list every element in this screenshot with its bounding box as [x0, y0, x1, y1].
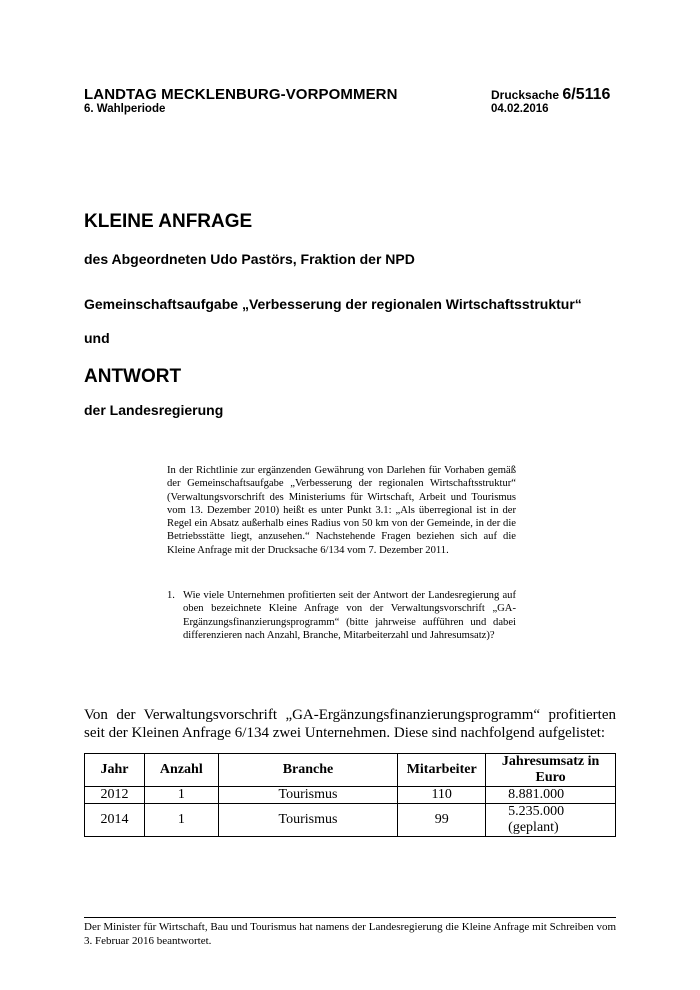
question-item-number: 1.	[167, 590, 175, 601]
title-subject: Gemeinschaftsaufgabe „Verbesserung der regionalen Wirtschaftsstruktur“	[84, 296, 582, 312]
title-landesregierung: der Landesregierung	[84, 402, 224, 418]
table-row	[85, 787, 616, 804]
parliament-name: LANDTAG MECKLENBURG-VORPOMMERN	[84, 86, 398, 103]
header-branche: Branche	[218, 754, 397, 787]
table-header-row	[85, 754, 616, 787]
cell-jahr: 2014	[85, 804, 145, 837]
header-jahr: Jahr	[85, 754, 145, 787]
title-abgeordneter: des Abgeordneten Udo Pastörs, Fraktion der NPD	[84, 251, 415, 267]
document-date: 04.02.2016	[491, 103, 549, 115]
cell-branche: Tourismus	[218, 787, 397, 804]
cell-jahresumsatz: 8.881.000	[486, 787, 616, 804]
question-item	[167, 589, 516, 642]
title-kleine-anfrage: KLEINE ANFRAGE	[84, 211, 253, 232]
question-intro: In der Richtlinie zur ergänzenden Gewährung von Darlehen für Vorhaben gemäß der Gemeinschaftsaufgabe „Verbesserung der regionalen Wirtschaftsstruktur“ (Verwaltungsvorschrift des Ministeriums für Wirtschaft, Arbeit und Tourismus vom 13. Dezember 2010) heißt es unter Punkt 3.1: „Als überregional ist in der Regel ein Absatz außerhalb eines Radius von 50 km von der Gemeinde, in der die Betriebsstätte liegt, anzusehen.“ Nachstehende Fragen beziehen sich auf die Kleine Anfrage mit der Drucksache 6/134 vom 7. Dezember 2011.	[167, 465, 516, 556]
beneficiaries-table	[84, 753, 616, 837]
cell-branche: Tourismus	[218, 804, 397, 837]
header-jahresumsatz: Jahresumsatz in Euro	[486, 754, 616, 787]
cell-mitarbeiter: 110	[398, 787, 486, 804]
cell-anzahl: 1	[144, 787, 218, 804]
document-number-label: Drucksache	[491, 88, 560, 102]
footer-divider	[84, 917, 616, 918]
cell-mitarbeiter: 99	[398, 804, 486, 837]
answer-text: Von der Verwaltungsvorschrift „GA-Ergänzungsfinanzierungsprogramm“ profitierten seit der Kleinen Anfrage 6/134 zwei Unternehmen. Diese sind nachfolgend aufgelistet:	[84, 707, 616, 741]
header-anzahl: Anzahl	[144, 754, 218, 787]
question-item-text: Wie viele Unternehmen profitierten seit der Antwort der Landesregierung auf oben bezeichnete Kleine Anfrage von der Verwaltungsvorschrift „GA-Ergänzungsfinanzierungsprogramm“ (bitte jahrweise aufführen und dabei differenzieren nach Anzahl, Branche, Mitarbeiterzahl und Jahresumsatz)?	[183, 590, 516, 641]
document-number	[491, 86, 610, 104]
header-mitarbeiter: Mitarbeiter	[398, 754, 486, 787]
document-number-value: 6/5116	[562, 86, 611, 103]
election-period: 6. Wahlperiode	[84, 103, 166, 115]
cell-anzahl: 1	[144, 804, 218, 837]
cell-jahr: 2012	[85, 787, 145, 804]
title-antwort: ANTWORT	[84, 366, 182, 387]
title-und: und	[84, 330, 110, 346]
footer-text: Der Minister für Wirtschaft, Bau und Tourismus hat namens der Landesregierung die Kleine Anfrage mit Schreiben vom 3. Februar 2016 beantwortet.	[84, 921, 616, 947]
table-row	[85, 804, 616, 837]
cell-jahresumsatz: 5.235.000 (geplant)	[486, 804, 616, 837]
